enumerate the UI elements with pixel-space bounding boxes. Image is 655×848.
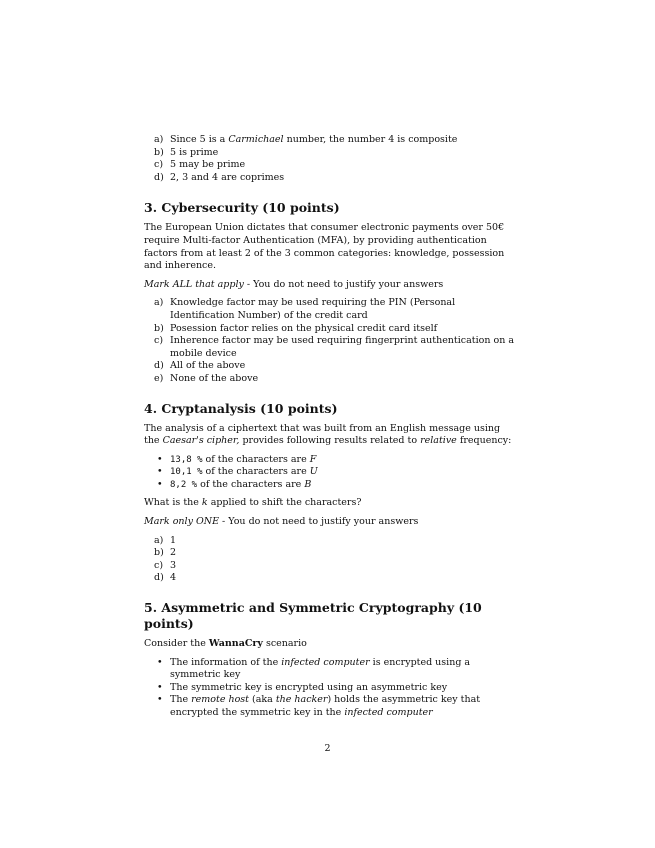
q4-frequency-item: • 13,8 % of the characters are F (157, 453, 317, 465)
q4-option-d[interactable]: d) 4 (154, 572, 177, 584)
q3-title: 3. Cybersecurity (10 points) (144, 200, 340, 216)
q4-question: What is the k applied to shift the characters? (144, 497, 362, 509)
q4-frequency-list (144, 454, 514, 492)
q3-option-a[interactable]: a) Knowledge factor may be used requiring the PIN (Personal Identification Number) of the credit card (154, 297, 456, 321)
q5-scenario-list (144, 657, 514, 720)
q3-option-c[interactable]: c) Inherence factor may be used requiring fingerprint authentication on a mobile device (154, 335, 515, 359)
q2-option-b[interactable]: b) 5 is prime (154, 146, 219, 158)
q5-title: 5. Asymmetric and Symmetric Cryptography (10 points) (144, 600, 482, 632)
exam-page-body (144, 134, 514, 720)
q4-frequency-item: • 8,2 % of the characters are B (157, 478, 312, 490)
q3-options (144, 297, 514, 385)
q4-option-c[interactable]: c) 3 (154, 559, 177, 571)
q3-option-e[interactable]: e) None of the above (154, 372, 259, 384)
q3-instruction: Mark ALL that apply - You do not need to justify your answers (144, 278, 444, 290)
q3-intro: The European Union dictates that consumer electronic payments over 50€ require Multi-factor Authentication (MFA), by providing authentication factors from at least 2 of the 3 common categories: knowledge, possession and inherence. (144, 222, 505, 272)
q2-option-c[interactable]: c) 5 may be prime (154, 159, 246, 171)
bullet-icon: • (157, 453, 163, 465)
q5-scenario-item: • The information of the infected computer is encrypted using a symmetric key (157, 656, 471, 681)
bullet-icon: • (157, 681, 163, 693)
q4-title: 4. Cryptanalysis (10 points) (144, 400, 338, 416)
q4-frequency-item: • 10,1 % of the characters are U (157, 466, 318, 478)
q4-instruction: Mark only ONE - You do not need to justify your answers (144, 516, 419, 528)
q4-intro: The analysis of a ciphertext that was built from an English message using the Caesar's cipher, provides following results related to relative frequency: (144, 422, 512, 447)
q5-scenario-item: • The remote host (aka the hacker) holds the asymmetric key that encrypted the symmetric key in the infected computer (157, 694, 481, 718)
q5-scenario-item: • The symmetric key is encrypted using an asymmetric key (157, 681, 448, 693)
q2-option-a[interactable]: a) Since 5 is a Carmichael number, the number 4 is composite (154, 134, 458, 145)
q4-option-a[interactable]: a) 1 (154, 534, 177, 546)
bullet-icon: • (157, 466, 163, 478)
q2-option-d[interactable]: d) 2, 3 and 4 are coprimes (154, 171, 285, 183)
bullet-icon: • (157, 694, 163, 706)
bullet-icon: • (157, 656, 163, 668)
q4-options (144, 535, 514, 585)
q3-option-d[interactable]: d) All of the above (154, 360, 246, 372)
bullet-icon: • (157, 478, 163, 490)
q3-option-b[interactable]: b) Posession factor relies on the physical credit card itself (154, 322, 438, 334)
q5-intro: Consider the WannaCry scenario (144, 638, 307, 650)
q4-option-b[interactable]: b) 2 (154, 547, 177, 559)
q2-options (144, 134, 514, 184)
page-number: 2 (324, 743, 331, 754)
